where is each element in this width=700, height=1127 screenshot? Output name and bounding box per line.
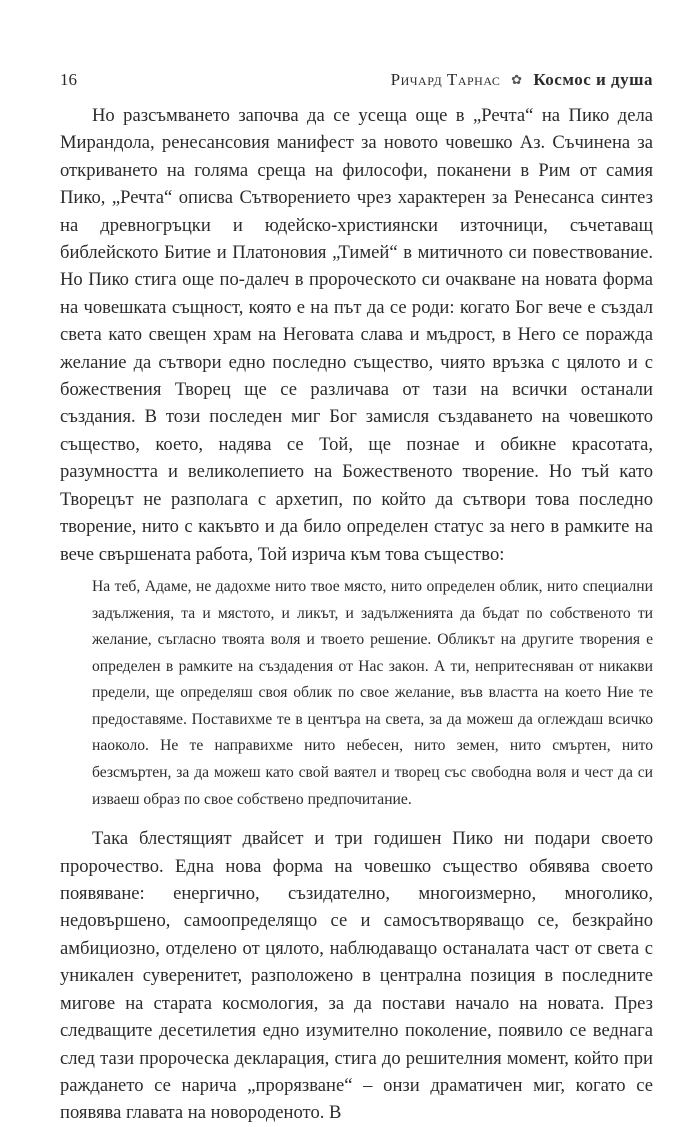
block-quote: На теб, Адаме, не дадохме нито твое място, нито определен облик, нито специални задължения, та и мястото, и ликът, и задълженията да бъдат по собственото ти желание, съгласно твоята воля и твоето решение. Обликът на другите творения е определен в рамките на създадения от Нас закон. А ти, непритесняван от никакви предели, ще определяш своя облик по свое желание, във властта на което Ние те предоставяме. Поставихме те в центъра на света, за да можеш да оглеждаш всичко наоколо. Не те направихме нито небесен, нито земен, нито смъртен, нито безсмъртен, за да можеш като свой ваятел и творец със свободна воля и чест да си изваеш образ по свое собствено предпочитание. bbox=[92, 577, 653, 808]
page-number: 16 bbox=[60, 70, 77, 89]
paragraph-intro: Но разсъмването започва да се усеща още в „Речта“ на Пико дела Мирандола, ренесансовия манифест за новото човешко Аз. Съчинена за откриването на голяма среща на философи, поканени в Рим от самия Пико, „Речта“ описва Сътворението чрез характерен за Ренесанса синтез на древногръцки и юдейско-християнски източници, съчетаващ библейското Битие и Платоновия „Тимей“ в митичното си повествование. Но Пико стига още по-далеч в пророческото си очакване на новата форма на човешката същност, която е на път да се роди: когато Бог вече е създал света като свещен храм на Неговата слава и мъдрост, в Него се поражда желание да сътвори едно последно същество, чиято връзка с цялото и с божествения Творец ще се различава от тази на всички останали създания. В този последен миг Бог замисля създаването на човешкото същество, което, надява се Той, ще познае и обикне красотата, разумността и великолепието на Божественото творение. Но тъй като Творецът не разполага с архетип, по който да сътвори това последно творение, нито с какъвто и да било определен статус за него в рамките на вече свършената работа, Той изрича към това същество: bbox=[60, 105, 653, 565]
book-title: Космос и душа bbox=[533, 70, 653, 89]
running-head bbox=[391, 68, 653, 92]
author-name: Ричард Тарнас bbox=[390, 70, 501, 89]
body-text bbox=[60, 102, 653, 1127]
flower-ornament-icon: ✿ bbox=[511, 72, 523, 87]
running-header bbox=[60, 68, 653, 92]
paragraph-closing: Така блестящият двайсет и три годишен Пико ни подари своето пророчество. Една нова форма на човешко същество обявява своето появяване: енергично, съзидателно, многоизмерно, многолико, недовършено, самоопределящо се и самосътворяващо се, безкрайно амбициозно, отделено от цялото, наблюдаващо останалата част от света с уникален суверенитет, разположено в централна позиция в последните мигове на старата космология, за да постави начало на новата. През следващите десетилетия едно изумително поколение, появило се веднага след тази пророческа декларация, стига до решителния момент, който при раждането се нарича „прорязване“ – онзи драматичен миг, когато се появява главата на новороденото. В bbox=[60, 828, 653, 1124]
book-page bbox=[60, 0, 653, 1124]
